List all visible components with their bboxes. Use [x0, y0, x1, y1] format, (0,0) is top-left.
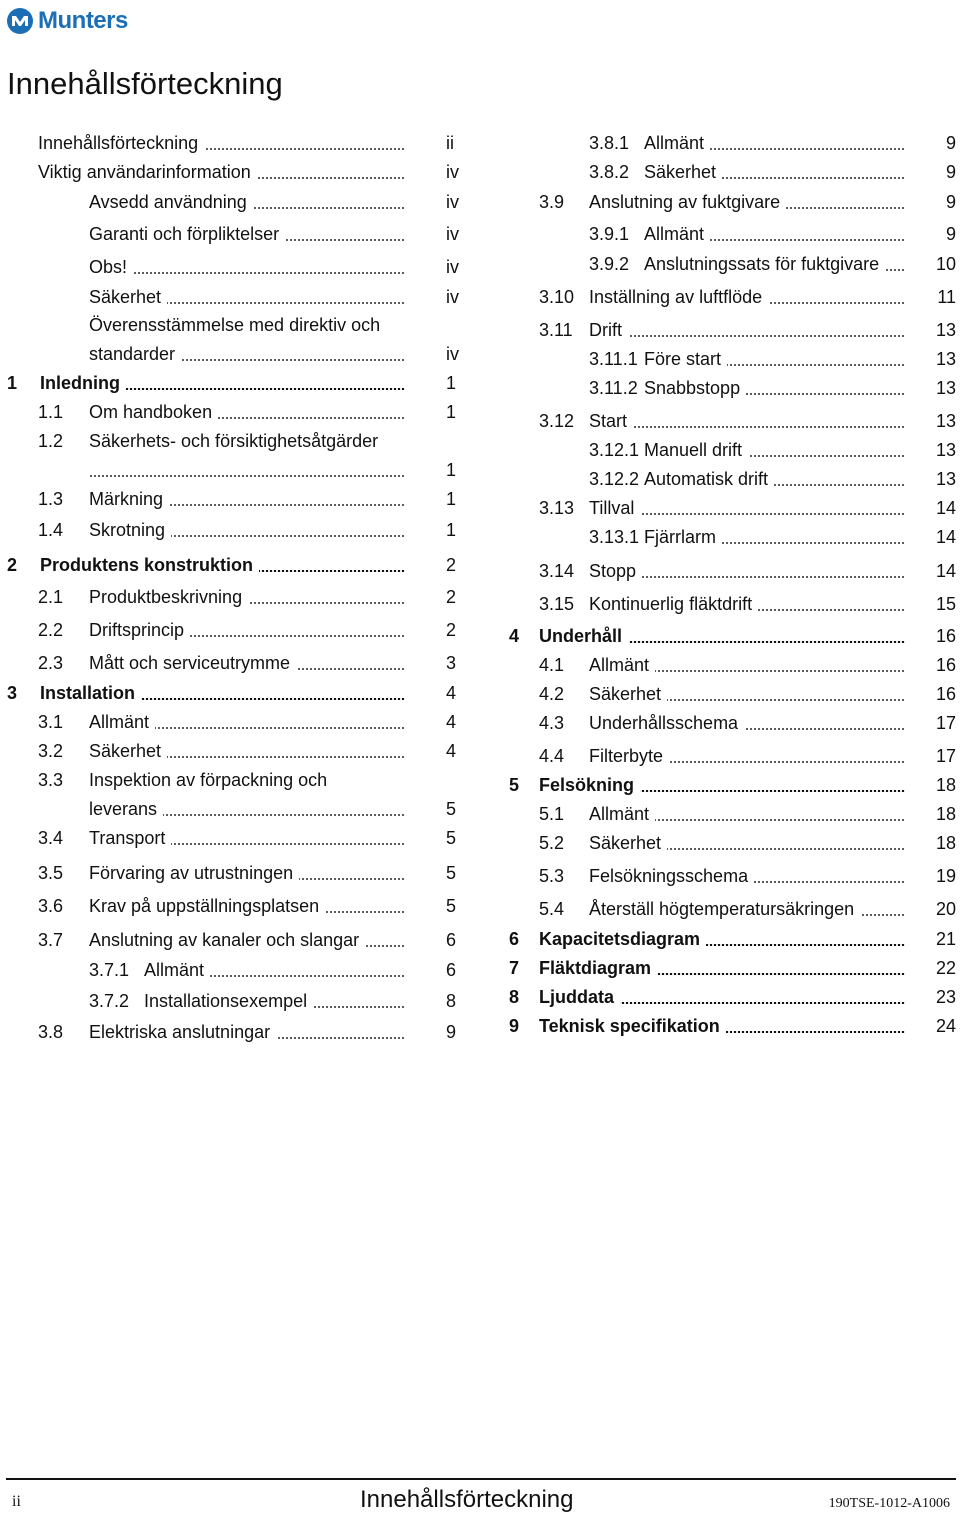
toc-entry-title: Allmänt	[644, 133, 705, 153]
toc-entry-title: Allmänt	[644, 224, 705, 244]
toc-dot-leader	[726, 1031, 905, 1033]
toc-entry-title: Säkerhet	[89, 741, 162, 761]
toc-entry-title: Driftsprincip	[89, 620, 185, 640]
toc-section-number: 2	[7, 555, 18, 575]
toc-page-number: 13	[935, 378, 956, 398]
toc-entry-title: Före start	[644, 349, 722, 369]
toc-entry-title: Kontinuerlig fläktdrift	[589, 594, 753, 614]
toc-section-number: 3.7.1	[89, 960, 130, 980]
toc-section-number: 3.9	[539, 192, 565, 212]
toc-page-number: 4	[446, 741, 457, 761]
toc-dot-leader	[706, 944, 905, 946]
toc-page-number: 16	[935, 655, 956, 675]
toc-page-number: 9	[945, 162, 956, 182]
toc-entry-title: Produktbeskrivning	[89, 587, 243, 607]
toc-entry[interactable]	[0, 409, 960, 433]
toc-entry-title: Garanti och förpliktelser	[89, 224, 280, 244]
toc-entry[interactable]	[0, 131, 960, 155]
toc-section-number: 5	[509, 775, 520, 795]
toc-page-number: iv	[446, 162, 459, 182]
toc-entry-title: Märkning	[89, 489, 164, 509]
toc-page-number: 16	[935, 626, 956, 646]
toc-page-number: 14	[935, 527, 956, 547]
toc-page-number: 8	[446, 991, 457, 1011]
toc-page-number: 20	[935, 899, 956, 919]
toc-entry[interactable]	[0, 592, 960, 616]
toc-entry-title: Viktig användarinformation	[38, 162, 251, 182]
toc-section-number: 4.2	[539, 684, 565, 704]
footer-title: Innehållsförteckning	[360, 1486, 574, 1513]
toc-entry-title: Felsökning	[539, 775, 635, 795]
toc-section-number: 3.1	[38, 712, 64, 732]
footer-rule	[6, 1478, 956, 1480]
toc-page-number: 13	[935, 469, 956, 489]
toc-page-number: 4	[446, 712, 457, 732]
toc-section-number: 3.2	[38, 741, 64, 761]
toc-page-number: 17	[935, 746, 956, 766]
toc-entry[interactable]	[0, 190, 960, 214]
toc-entry-title: Tillval	[589, 498, 635, 518]
toc-entry[interactable]	[0, 1014, 960, 1038]
toc-entry-title: Kapacitetsdiagram	[539, 929, 701, 949]
toc-entry-title: Start	[589, 411, 628, 431]
toc-entry[interactable]	[0, 525, 960, 549]
toc-dot-leader	[786, 207, 905, 209]
toc-dot-leader	[667, 848, 905, 850]
toc-entry-title: Säkerhets- och försiktighetsåtgärder	[89, 431, 379, 451]
toc-dot-leader	[754, 881, 905, 883]
toc-dot-leader	[710, 239, 905, 241]
toc-entry[interactable]	[0, 624, 960, 648]
toc-section-number: 1	[7, 373, 18, 393]
toc-section-number: 3.8.1	[589, 133, 630, 153]
toc-section-number: 8	[509, 987, 520, 1007]
toc-dot-leader	[744, 728, 905, 730]
toc-section-number: 3.6	[38, 896, 64, 916]
toc-section-number: 3.12.2	[589, 469, 640, 489]
toc-section-number: 3.4	[38, 828, 64, 848]
toc-entry-title: Allmänt	[589, 655, 650, 675]
toc-page-number: 9	[945, 133, 956, 153]
munters-logo	[6, 6, 128, 36]
toc-entry-title: Allmänt	[589, 804, 650, 824]
toc-entry-title: Säkerhet	[89, 287, 162, 307]
toc-page-number: 1	[446, 520, 457, 540]
toc-dot-leader	[885, 269, 905, 271]
toc-section-number: 5.1	[539, 804, 565, 824]
toc-entry[interactable]	[0, 831, 960, 855]
toc-section-number: 3	[7, 683, 18, 703]
toc-dot-leader	[628, 641, 905, 643]
toc-entry-title: Drift	[589, 320, 622, 340]
toc-dot-leader	[657, 973, 905, 975]
toc-entry[interactable]	[0, 496, 960, 520]
toc-section-number: 3.8	[38, 1022, 64, 1042]
toc-section-number: 2.2	[38, 620, 64, 640]
toc-dot-leader	[633, 426, 905, 428]
toc-entry[interactable]	[0, 438, 960, 462]
toc-page-number: iv	[446, 224, 459, 244]
toc-section-number: 3.13	[539, 498, 575, 518]
toc-entry[interactable]	[0, 711, 960, 735]
toc-page-number: 13	[935, 411, 956, 431]
toc-section-number: 6	[509, 929, 520, 949]
toc-entry-title: Förvaring av utrustningen	[89, 863, 294, 883]
toc-entry[interactable]	[0, 285, 960, 309]
toc-page-number: 13	[935, 320, 956, 340]
toc-page-number: 16	[935, 684, 956, 704]
toc-entry-title: Överensstämmelse med direktiv och	[89, 315, 381, 335]
toc-section-number: 3.15	[539, 594, 575, 614]
toc-page-number: 18	[935, 775, 956, 795]
toc-entry-title: Snabbstopp	[644, 378, 741, 398]
toc-entry[interactable]	[0, 744, 960, 768]
toc-section-number: 5.4	[539, 899, 565, 919]
toc-page-number: 3	[446, 653, 457, 673]
toc-entry[interactable]	[0, 222, 960, 246]
toc-dot-leader	[669, 761, 905, 763]
toc-entry[interactable]	[0, 160, 960, 184]
toc-entry-title: Innehållsförteckning	[38, 133, 199, 153]
toc-section-number: 9	[509, 1016, 520, 1036]
toc-entry[interactable]	[0, 773, 960, 797]
toc-page-number: iv	[446, 257, 459, 277]
toc-section-number: 1.1	[38, 402, 64, 422]
toc-entry-title: Transport	[89, 828, 166, 848]
toc-section-number: 3.11.2	[589, 378, 638, 398]
toc-entry[interactable]	[0, 347, 960, 371]
toc-entry[interactable]	[0, 559, 960, 583]
toc-page-number: 9	[945, 224, 956, 244]
munters-m-icon	[6, 7, 34, 35]
toc-dot-leader	[640, 513, 905, 515]
toc-page-number: 6	[446, 960, 457, 980]
toc-entry-title: Anslutning av fuktgivare	[589, 192, 781, 212]
toc-entry-title: Skrotning	[89, 520, 166, 540]
toc-section-number: 7	[509, 958, 520, 978]
toc-section-number: 3.11	[539, 320, 573, 340]
toc-page-number: 13	[935, 440, 956, 460]
toc-page-number: 19	[935, 866, 956, 886]
toc-section-number: 3.10	[539, 287, 575, 307]
toc-dot-leader	[748, 455, 905, 457]
toc-page-number: 17	[935, 713, 956, 733]
toc-dot-leader	[746, 393, 905, 395]
toc-section-number: 2.1	[38, 587, 64, 607]
toc-section-number: 3.7	[38, 930, 64, 950]
toc-dot-leader	[642, 576, 905, 578]
toc-entry-title: Säkerhet	[589, 833, 662, 853]
toc-dot-leader	[655, 819, 905, 821]
toc-dot-leader	[860, 914, 905, 916]
toc-page-number: 1	[446, 460, 457, 480]
toc-page-number: 18	[935, 833, 956, 853]
toc-section-number: 5.2	[539, 833, 565, 853]
toc-entry-title: Inledning	[40, 373, 120, 393]
toc-entry[interactable]	[0, 653, 960, 677]
toc-section-number: 3.5	[38, 863, 64, 883]
toc-section-number: 2.3	[38, 653, 64, 673]
toc-section-number: 3.13.1	[589, 527, 640, 547]
toc-entry-title: Fläktdiagram	[539, 958, 652, 978]
toc-section-number: 3.12	[539, 411, 575, 431]
toc-page-number: 10	[935, 254, 956, 274]
toc-dot-leader	[667, 699, 905, 701]
toc-page-number: 24	[935, 1016, 956, 1036]
toc-page-number: 1	[446, 402, 457, 422]
toc-entry-title: Om handboken	[89, 402, 213, 422]
toc-page-number: 11	[937, 287, 956, 307]
toc-dot-leader	[628, 335, 905, 337]
toc-entry-title: Mått och serviceutrymme	[89, 653, 291, 673]
toc-entry[interactable]	[0, 864, 960, 888]
toc-entry[interactable]	[0, 376, 960, 400]
toc-entry-title: Återställ högtemperatursäkringen	[589, 899, 855, 919]
toc-page-number: 4	[446, 683, 457, 703]
toc-section-number: 3.9.1	[589, 224, 630, 244]
toc-entry-title: Automatisk drift	[644, 469, 769, 489]
toc-entry-title: Underhållsschema	[589, 713, 739, 733]
toc-dot-leader	[768, 302, 905, 304]
toc-entry-title: Produktens konstruktion	[40, 555, 254, 575]
toc-entry-title: Felsökningsschema	[589, 866, 749, 886]
toc-entry-title: Allmänt	[144, 960, 205, 980]
toc-dot-leader	[774, 484, 905, 486]
toc-dot-leader	[722, 542, 905, 544]
toc-page-number: iv	[446, 344, 459, 364]
toc-entry-title: Obs!	[89, 257, 128, 277]
toc-page-number: 1	[446, 489, 457, 509]
toc-entry-title: Manuell drift	[644, 440, 743, 460]
toc-entry[interactable]	[0, 467, 960, 491]
page-title: Innehållsförteckning	[7, 66, 283, 101]
toc-page-number: 21	[935, 929, 956, 949]
toc-page-number: 9	[446, 1022, 457, 1042]
logo-text: Munters	[38, 7, 128, 34]
toc-section-number: 4	[509, 626, 520, 646]
toc-page-number: 22	[935, 958, 956, 978]
toc-entry[interactable]	[0, 956, 960, 980]
toc-entry-title: Stopp	[589, 561, 637, 581]
toc-section-number: 3.3	[38, 770, 64, 790]
toc-page-number: iv	[446, 287, 459, 307]
toc-entry[interactable]	[0, 318, 960, 342]
toc-entry-title: Säkerhet	[589, 684, 662, 704]
toc-entry-title: Säkerhet	[644, 162, 717, 182]
toc-page-number: 2	[446, 587, 457, 607]
toc-section-number: 1.3	[38, 489, 64, 509]
toc-entry-title: Anslutning av kanaler och slangar	[89, 930, 360, 950]
toc-entry[interactable]	[0, 802, 960, 826]
toc-entry-title: Avsedd användning	[89, 192, 247, 212]
toc-entry-title: Allmänt	[89, 712, 150, 732]
toc-section-number: 3.14	[539, 561, 575, 581]
toc-entry-title: Inspektion av förpackning och	[89, 770, 328, 790]
toc-entry-title: Installationsexempel	[144, 991, 308, 1011]
toc-section-number: 4.3	[539, 713, 565, 733]
toc-section-number: 3.12.1	[589, 440, 640, 460]
toc-section-number: 3.9.2	[589, 254, 630, 274]
toc-entry-title: leverans	[89, 799, 158, 819]
toc-page-number: 13	[935, 349, 956, 369]
toc-section-number: 1.4	[38, 520, 64, 540]
footer-page-number: ii	[12, 1493, 21, 1510]
toc-page-number: 14	[935, 498, 956, 518]
toc-entry-title: Ljuddata	[539, 987, 614, 1007]
toc-entry-title: Anslutningssats för fuktgivare	[644, 254, 880, 274]
toc-page-number: 5	[446, 863, 457, 883]
toc-entry-title: Inställning av luftflöde	[589, 287, 763, 307]
toc-entry[interactable]	[0, 897, 960, 921]
toc-dot-leader	[640, 790, 905, 792]
footer-document-id: 190TSE-1012-A1006	[828, 1496, 950, 1511]
toc-entry-title: Underhåll	[539, 626, 623, 646]
toc-entry[interactable]	[0, 985, 960, 1009]
toc-page-number: 15	[935, 594, 956, 614]
toc-page-number: 18	[935, 804, 956, 824]
toc-section-number: 4.1	[539, 655, 565, 675]
toc-entry-title: Filterbyte	[589, 746, 664, 766]
toc-entry-title: Elektriska anslutningar	[89, 1022, 271, 1042]
toc-page-number: 2	[446, 620, 457, 640]
toc-page-number: 5	[446, 896, 457, 916]
toc-entry-title: standarder	[89, 344, 176, 364]
toc-section-number: 1.2	[38, 431, 64, 451]
toc-dot-leader	[655, 670, 905, 672]
toc-entry-title: Krav på uppställningsplatsen	[89, 896, 320, 916]
toc-dot-leader	[727, 364, 905, 366]
toc-section-number: 4.4	[539, 746, 565, 766]
toc-page-number: 5	[446, 799, 457, 819]
toc-entry-title: Installation	[40, 683, 136, 703]
toc-section-number: 3.11.1	[589, 349, 638, 369]
toc-page-number: iv	[446, 192, 459, 212]
toc-entry-title: Teknisk specifikation	[539, 1016, 720, 1036]
toc-entry[interactable]	[0, 252, 960, 276]
toc-page-number: 1	[446, 373, 457, 393]
toc-entry-title: Fjärrlarm	[644, 527, 716, 547]
toc-dot-leader	[758, 609, 905, 611]
toc-dot-leader	[710, 148, 905, 150]
toc-dot-leader	[722, 177, 905, 179]
toc-dot-leader	[620, 1002, 905, 1004]
toc-page-number: ii	[446, 133, 454, 153]
toc-section-number: 3.7.2	[89, 991, 130, 1011]
toc-page-number: 5	[446, 828, 457, 848]
toc-section-number: 3.8.2	[589, 162, 630, 182]
toc-page-number: 6	[446, 930, 457, 950]
toc-page-number: 14	[935, 561, 956, 581]
toc-entry[interactable]	[0, 682, 960, 706]
toc-section-number: 5.3	[539, 866, 565, 886]
toc-page-number: 2	[446, 555, 457, 575]
toc-entry[interactable]	[0, 927, 960, 951]
toc-page-number: 9	[945, 192, 956, 212]
toc-page-number: 23	[935, 987, 956, 1007]
